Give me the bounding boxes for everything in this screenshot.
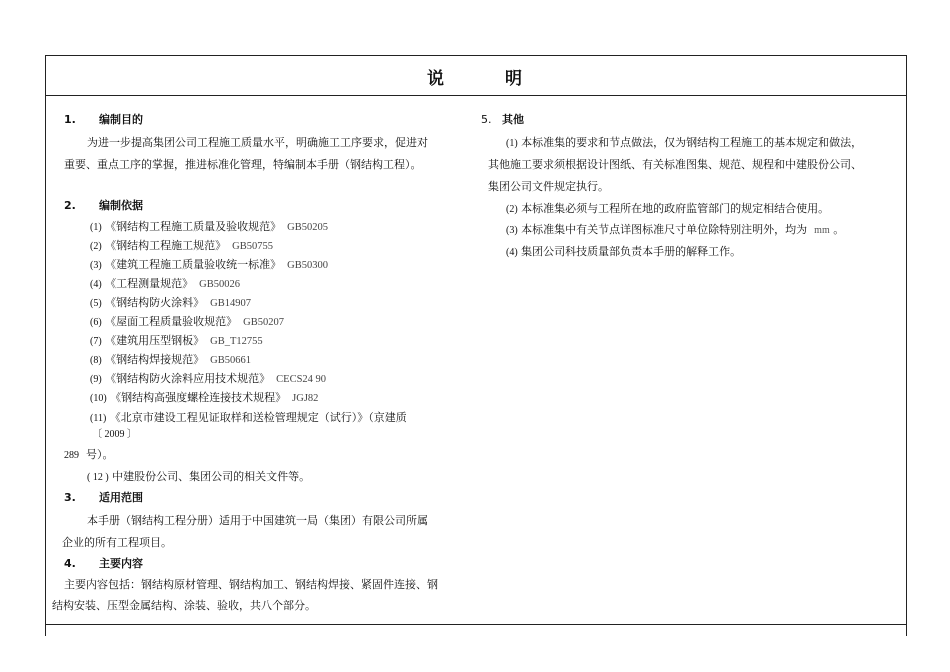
reference-item xyxy=(90,220,328,235)
section-3-number: 3. xyxy=(64,491,76,504)
ref-number: (7) xyxy=(90,336,102,347)
ref-11-bracket: 〔 2009 〕 xyxy=(92,429,137,440)
ref-11-cont-text: 号）。 xyxy=(86,448,114,461)
ref-name: 《钢结构焊接规范》 xyxy=(105,353,205,366)
ref-name: 《屋面工程质量验收规范》 xyxy=(105,315,238,328)
item-3-number: (3) xyxy=(506,225,518,236)
ref-number: (10) xyxy=(90,393,107,404)
ref-code: JGJ82 xyxy=(292,393,319,404)
reference-item xyxy=(90,372,326,387)
item-1-number: (1) xyxy=(506,138,518,149)
ref-number: (1) xyxy=(90,222,102,233)
item-3-end: 。 xyxy=(833,223,845,236)
ref-name: 《钢结构工程施工规范》 xyxy=(105,239,227,252)
ref-name: 《钢结构防火涂料应用技术规范》 xyxy=(105,372,271,385)
section-5-item-4 xyxy=(506,245,741,260)
item-3-unit: mm xyxy=(814,225,830,236)
ref-11-name: 《北京市建设工程见证取样和送检管理规定（试行）》（京建质 xyxy=(109,411,407,424)
ref-11-continuation xyxy=(64,448,114,463)
item-1-text: 本标准集的要求和节点做法，仅为钢结构工程施工的基本规定和做法， xyxy=(521,136,863,149)
section-4-para-line-2: 结构安装、压型金属结构、涂装、验收，共八个部分。 xyxy=(52,599,316,612)
section-5-item-2 xyxy=(506,202,829,217)
reference-item xyxy=(90,353,251,368)
section-3-heading: 适用范围 xyxy=(99,491,143,504)
ref-name: 《建筑工程施工质量验收统一标准》 xyxy=(105,258,282,271)
title-char-left: 说 xyxy=(427,69,445,89)
reference-item xyxy=(90,258,328,273)
ref-number: (8) xyxy=(90,355,102,366)
section-4-heading: 主要内容 xyxy=(99,557,143,570)
ref-number: (6) xyxy=(90,317,102,328)
ref-code: CECS24 90 xyxy=(276,374,327,385)
ref-number: (4) xyxy=(90,279,102,290)
title-divider xyxy=(45,95,906,96)
ref-11-cont-num: 289 xyxy=(64,450,79,461)
title-char-right: 明 xyxy=(505,69,523,89)
reference-item xyxy=(90,334,263,349)
item-2-text: 本标准集必须与工程所在地的政府监管部门的规定相结合使用。 xyxy=(521,202,830,215)
ref-name: 《钢结构工程施工质量及验收规范》 xyxy=(105,220,282,233)
section-2-heading: 编制依据 xyxy=(99,199,143,212)
section-5-item-1-line-3: 集团公司文件规定执行。 xyxy=(488,180,609,193)
ref-12-number: ( 12 ) xyxy=(87,472,109,483)
section-5-item-3 xyxy=(506,223,844,238)
section-1-number: 1. xyxy=(64,113,76,126)
ref-code: GB_T12755 xyxy=(210,336,263,347)
reference-item xyxy=(90,277,240,292)
reference-item-12 xyxy=(87,470,310,485)
ref-name: 《建筑用压型钢板》 xyxy=(105,334,205,347)
item-3-text: 本标准集中有关节点详图标准尺寸单位除特别注明外，均为 xyxy=(521,223,808,236)
item-4-text: 集团公司科技质量部负责本手册的解释工作。 xyxy=(521,245,742,258)
section-4-para-line-1: 主要内容包括：钢结构原材管理、钢结构加工、钢结构焊接、紧固件连接、钢 xyxy=(64,578,438,591)
ref-number: (5) xyxy=(90,298,102,309)
ref-code: GB50207 xyxy=(243,317,285,328)
ref-code: GB50300 xyxy=(287,260,329,271)
ref-11-number: (11) xyxy=(90,413,107,424)
section-1-para-line-2: 重要、重点工序的掌握，推进标准化管理，特编制本手册（钢结构工程）。 xyxy=(64,158,422,171)
ref-number: (3) xyxy=(90,260,102,271)
section-3-para-line-1: 本手册（钢结构工程分册）适用于中国建筑一局（集团）有限公司所属 xyxy=(87,514,428,527)
item-4-number: (4) xyxy=(506,247,518,258)
section-3-para-line-2: 企业的所有工程项目。 xyxy=(62,536,172,549)
bottom-divider xyxy=(45,624,906,625)
section-5-number: 5. xyxy=(481,113,492,126)
reference-item xyxy=(90,391,318,406)
ref-name: 《钢结构高强度螺栓连接技术规程》 xyxy=(110,391,287,404)
ref-name: 《钢结构防火涂料》 xyxy=(105,296,205,309)
page-title xyxy=(0,64,950,89)
ref-code: GB50661 xyxy=(210,355,252,366)
section-5-heading: 其他 xyxy=(502,113,524,126)
reference-item-11 xyxy=(90,411,407,426)
reference-item xyxy=(90,239,273,254)
section-5-item-1-line-2: 其他施工要求须根据设计图纸、有关标准图集、规范、规程和中建股份公司、 xyxy=(488,158,862,171)
ref-code: GB14907 xyxy=(210,298,252,309)
ref-number: (9) xyxy=(90,374,102,385)
ref-name: 《工程测量规范》 xyxy=(105,277,194,290)
item-2-number: (2) xyxy=(506,204,518,215)
section-4-number: 4. xyxy=(64,557,76,570)
section-1-heading: 编制目的 xyxy=(99,113,143,126)
ref-number: (2) xyxy=(90,241,102,252)
section-5-item-1-line-1 xyxy=(506,136,862,151)
ref-12-text: 中建股份公司、集团公司的相关文件等。 xyxy=(112,470,311,483)
section-2-number: 2. xyxy=(64,199,76,212)
reference-item xyxy=(90,296,251,311)
reference-item xyxy=(90,315,284,330)
ref-code: GB50026 xyxy=(199,279,241,290)
ref-code: GB50755 xyxy=(232,241,274,252)
ref-code: GB50205 xyxy=(287,222,329,233)
section-1-para-line-1: 为进一步提高集团公司工程施工质量水平，明确施工工序要求，促进对 xyxy=(87,136,428,149)
